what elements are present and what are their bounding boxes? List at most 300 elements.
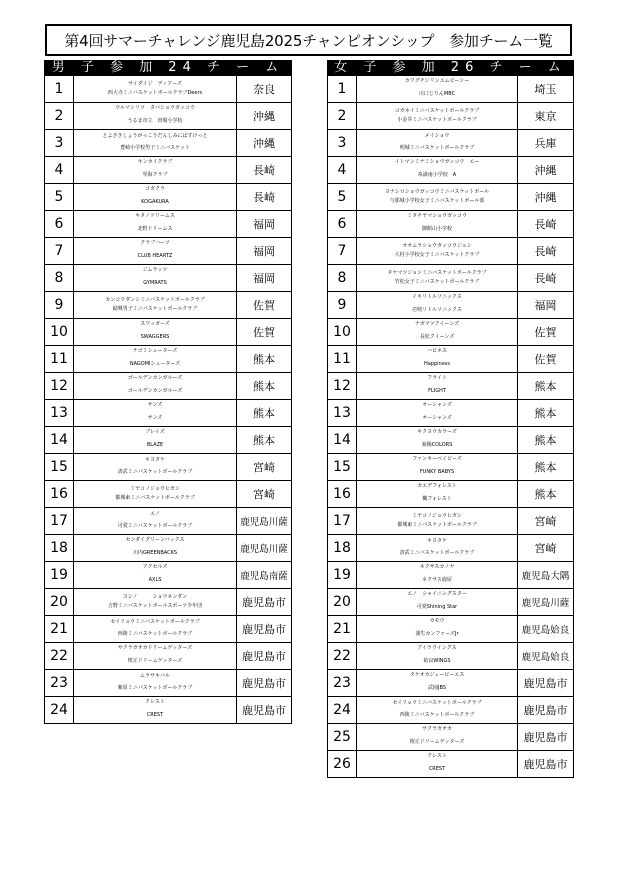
team-name-cell [74, 616, 237, 643]
team-name-cell [357, 724, 518, 751]
team-number: 9 [328, 292, 357, 319]
team-prefecture: 熊本 [237, 373, 292, 400]
team-prefecture: 福岡 [237, 265, 292, 292]
team-name: Happiness [423, 360, 450, 367]
team-name: 豊崎小学校男子ミニバスケット [120, 144, 190, 151]
team-row [45, 184, 292, 211]
team-prefecture: 長崎 [518, 238, 574, 265]
team-row [45, 616, 292, 643]
team-name-cell [74, 427, 237, 454]
team-row [328, 238, 574, 265]
team-number: 2 [45, 103, 74, 130]
team-name: 武岡JBS [428, 684, 446, 691]
team-name: SWAGGERS [140, 333, 170, 340]
team-name-cell [357, 454, 518, 481]
team-name: 清武ミニバスケットボールクラブ [117, 468, 193, 475]
team-number: 21 [328, 616, 357, 643]
team-number: 9 [45, 292, 74, 319]
team-name: FLIGHT [428, 387, 446, 394]
team-name-cell [74, 400, 237, 427]
team-prefecture: 福岡 [237, 238, 292, 265]
team-row [328, 643, 574, 670]
girls-team-table [327, 75, 574, 778]
team-row [328, 562, 574, 589]
team-prefecture: 埼玉 [518, 76, 574, 103]
team-name: 大村小学校女子ミニバスケットクラブ [394, 252, 480, 258]
team-row [45, 265, 292, 292]
team-name-kana: ファンキーベイビーズ [412, 455, 462, 462]
team-name-cell [357, 481, 518, 508]
team-name-cell [357, 373, 518, 400]
team-name: CREST [428, 765, 446, 772]
team-name: 可愛Shining Star [416, 603, 458, 610]
team-row [45, 562, 292, 589]
team-name-kana: ミヤコノジョウヒガシ [130, 486, 180, 492]
team-name-cell [357, 751, 518, 778]
team-name-cell [357, 346, 518, 373]
team-name-cell [74, 346, 237, 373]
team-prefecture: 奈良 [237, 76, 292, 103]
team-row [45, 211, 292, 238]
team-row [328, 292, 574, 319]
team-name: CREST [146, 711, 164, 718]
team-row [328, 346, 574, 373]
team-name-kana: エノ [149, 510, 160, 517]
team-prefecture: 鹿児島市 [237, 616, 292, 643]
team-prefecture: 熊本 [518, 373, 574, 400]
team-name: うるま市立 田場小学校 [127, 117, 183, 124]
team-name: 壱岐リトルソニックス [412, 306, 462, 313]
team-name: オーシャンズ [422, 414, 452, 421]
team-prefecture: 鹿児島市 [237, 670, 292, 697]
team-name-cell [74, 562, 237, 589]
team-prefecture: 鹿児島市 [518, 751, 574, 778]
team-name-cell [74, 697, 237, 724]
team-prefecture: 沖縄 [237, 103, 292, 130]
team-row [45, 535, 292, 562]
team-name-cell [357, 535, 518, 562]
team-name-cell [74, 238, 237, 265]
team-name: 蒲生カンファーズJr [415, 630, 459, 637]
team-row [328, 211, 574, 238]
team-name: ゴールデンカンガルーズ [127, 387, 183, 394]
team-row [328, 76, 574, 103]
team-name: CLUB HEARTZ [137, 252, 173, 259]
team-name-cell [74, 157, 237, 184]
team-name-cell [74, 508, 237, 535]
team-name: 吉野ミニバスケットボールスポーツ少年団 [107, 603, 203, 609]
team-name-kana: ウルマシリツ タバショウガッコウ [115, 104, 195, 111]
team-name-cell [357, 616, 518, 643]
team-number: 11 [45, 346, 74, 373]
team-prefecture: 宮崎 [237, 454, 292, 481]
team-name-kana: ジムラッツ [142, 266, 168, 273]
team-name: 勧興男子ミニバスケットボールクラブ [112, 306, 198, 312]
team-name-kana: ナガマツクイーンズ [414, 320, 460, 327]
team-name: BLAZE [146, 441, 164, 448]
team-name: KOGAKURA [141, 198, 169, 205]
team-name-kana: キクヨウカラーズ [417, 428, 457, 435]
team-prefecture: 長崎 [237, 184, 292, 211]
boys-team-list [44, 60, 292, 724]
team-number: 10 [328, 319, 357, 346]
team-name: 御館山小学校 [421, 225, 452, 232]
team-row [45, 427, 292, 454]
team-name-cell [74, 535, 237, 562]
team-prefecture: 宮崎 [518, 535, 574, 562]
team-name: FUNKY BABYS [419, 468, 455, 475]
team-name-cell [357, 427, 518, 454]
team-row [328, 481, 574, 508]
team-prefecture: 長崎 [237, 157, 292, 184]
team-row [328, 670, 574, 697]
team-name-kana: カワグチジリンエムビーシー [404, 77, 470, 84]
team-row [328, 400, 574, 427]
team-row [328, 724, 574, 751]
team-name-kana: ハピネス [426, 347, 447, 354]
team-row [328, 751, 574, 778]
team-row [45, 238, 292, 265]
team-row [45, 103, 292, 130]
team-number: 22 [328, 643, 357, 670]
team-row [328, 373, 574, 400]
team-number: 17 [328, 508, 357, 535]
team-name: 川内GREENBACKS [132, 549, 178, 556]
team-name: 明城ミニバスケットボールクラブ [399, 144, 475, 151]
team-row [328, 319, 574, 346]
team-name: 紫原ミニバスケットボールクラブ [117, 684, 193, 691]
team-prefecture: 鹿児島南薩 [237, 562, 292, 589]
team-name-cell [74, 184, 237, 211]
team-number: 8 [45, 265, 74, 292]
team-prefecture: 鹿児島川薩 [237, 508, 292, 535]
team-name-kana: アイラウイングス [417, 644, 457, 651]
team-name-cell [357, 670, 518, 697]
team-number: 6 [328, 211, 357, 238]
team-row [45, 346, 292, 373]
team-name: 姶良WINGS [423, 657, 451, 664]
page-title: 第4回サマーチャレンジ鹿児島2025チャンピオンシップ 参加チーム一覧 [45, 24, 572, 56]
team-number: 3 [328, 130, 357, 157]
team-row [328, 589, 574, 616]
team-number: 22 [45, 643, 74, 670]
team-name-kana: ゴールデンカンガルーズ [127, 374, 183, 381]
team-number: 23 [328, 670, 357, 697]
team-number: 1 [328, 76, 357, 103]
team-name-kana: ブレイズ [145, 428, 165, 435]
team-name-cell [74, 292, 237, 319]
team-row [45, 643, 292, 670]
team-name-kana: セイリョウミニバスケットボールクラブ [392, 699, 482, 706]
team-name-cell [357, 238, 518, 265]
team-number: 4 [328, 157, 357, 184]
team-name-kana: とよさきしょうがっこうだんしみにばすけっと [102, 132, 208, 139]
team-number: 19 [45, 562, 74, 589]
team-name: 菊陽COLORS [421, 441, 453, 448]
team-name: ネクサス鹿屋 [422, 576, 452, 583]
team-prefecture: 熊本 [237, 427, 292, 454]
team-name-cell [74, 670, 237, 697]
team-row [45, 697, 292, 724]
team-name-kana: スワッガーズ [140, 320, 170, 327]
team-number: 13 [328, 400, 357, 427]
team-name-cell [357, 319, 518, 346]
team-row [45, 508, 292, 535]
team-name: 都城東ミニバスケットボールクラブ [115, 495, 195, 501]
team-name-cell [357, 697, 518, 724]
team-name-cell [74, 211, 237, 238]
team-prefecture: 福岡 [237, 211, 292, 238]
team-number: 18 [45, 535, 74, 562]
team-name-kana: タケオカジェービーエス [409, 671, 465, 678]
team-number: 25 [328, 724, 357, 751]
team-name-kana: ネクサスカノヤ [419, 563, 455, 570]
team-number: 8 [328, 265, 357, 292]
team-name: AXLS [148, 576, 162, 583]
team-number: 24 [328, 697, 357, 724]
team-name-cell [74, 454, 237, 481]
team-name-kana: ヨナシロショウガッコウミニバスケットボール [384, 189, 490, 195]
team-name-kana: オオムラショウガッコウジョシ [402, 243, 472, 249]
team-name: 与那城小学校女子ミニバスケットボール部 [389, 198, 485, 204]
team-prefecture: 鹿児島大隅 [518, 562, 574, 589]
team-name: 都城東ミニバスケットボールクラブ [397, 522, 477, 528]
team-prefecture: 兵庫 [518, 130, 574, 157]
team-name-cell [357, 130, 518, 157]
team-name-kana: サンズ [147, 401, 163, 408]
team-name: 西大寺ミニバスケットボールクラブDeers [107, 90, 203, 96]
team-name-cell [357, 211, 518, 238]
team-name-cell [74, 643, 237, 670]
team-name-cell [357, 562, 518, 589]
team-name: 桜丘ドリームゲッターズ [127, 657, 183, 664]
team-name-cell [74, 589, 237, 616]
team-name-kana: カエデフォレスト [417, 482, 457, 489]
team-name: GYMRATS [143, 279, 167, 286]
team-name-kana: フライト [427, 374, 447, 381]
team-row [45, 130, 292, 157]
team-name-kana: キヨタケ [144, 456, 165, 463]
team-number: 17 [45, 508, 74, 535]
team-name-cell [74, 481, 237, 508]
team-name-cell [74, 130, 237, 157]
team-number: 10 [45, 319, 74, 346]
team-name-kana: ヨシノ ショウネンダン [122, 594, 188, 600]
team-row [45, 481, 292, 508]
team-number: 2 [328, 103, 357, 130]
team-prefecture: 鹿児島姶良 [518, 643, 574, 670]
team-name: NAGOMIシューターズ [129, 360, 181, 367]
team-prefecture: 佐賀 [518, 319, 574, 346]
team-name-cell [357, 265, 518, 292]
team-prefecture: 沖縄 [518, 157, 574, 184]
team-row [45, 670, 292, 697]
team-prefecture: 佐賀 [237, 319, 292, 346]
team-prefecture: 佐賀 [518, 346, 574, 373]
team-row [328, 427, 574, 454]
team-prefecture: 鹿児島姶良 [518, 616, 574, 643]
team-number: 16 [328, 481, 357, 508]
team-name-cell [357, 157, 518, 184]
boys-team-table [44, 75, 292, 724]
team-number: 5 [328, 184, 357, 211]
team-name: 竹松女子ミニバスケットボールクラブ [394, 279, 480, 285]
team-name-cell [357, 76, 518, 103]
team-name-kana: オーシャンズ [422, 401, 452, 408]
team-name-cell [74, 373, 237, 400]
team-prefecture: 鹿児島市 [518, 724, 574, 751]
team-number: 6 [45, 211, 74, 238]
team-name-cell [357, 508, 518, 535]
team-name: 北野ドリームス [137, 225, 173, 232]
girls-team-list [327, 60, 574, 778]
team-row [45, 76, 292, 103]
team-prefecture: 東京 [518, 103, 574, 130]
team-name-cell [357, 103, 518, 130]
team-prefecture: 沖縄 [518, 184, 574, 211]
team-number: 7 [45, 238, 74, 265]
team-name-kana: ミヤコノジョウヒガシ [412, 513, 462, 519]
team-name-kana: ナゴミシューターズ [132, 347, 178, 354]
team-name: 清武ミニバスケットボールクラブ [399, 549, 475, 556]
team-number: 11 [328, 346, 357, 373]
team-row [328, 265, 574, 292]
team-name-kana: コガクラ [144, 185, 165, 192]
team-number: 23 [45, 670, 74, 697]
team-name-kana: サクラガオカドリームゲッターズ [117, 644, 193, 651]
team-prefecture: 熊本 [518, 400, 574, 427]
team-number: 12 [45, 373, 74, 400]
team-prefecture: 鹿児島川薩 [518, 589, 574, 616]
team-name-kana: エノ シャイニングスター [407, 590, 467, 597]
team-prefecture: 福岡 [518, 292, 574, 319]
team-name-cell [357, 643, 518, 670]
team-name-kana: クラブハーツ [140, 239, 170, 246]
team-name-kana: キタノドリームス [135, 212, 175, 219]
team-row [328, 103, 574, 130]
team-row [328, 616, 574, 643]
team-name-kana: センダイグリーンバックス [125, 536, 185, 543]
team-name-kana: アクセルズ [142, 563, 168, 570]
team-prefecture: 鹿児島川薩 [237, 535, 292, 562]
team-name-kana: クレスト [427, 752, 447, 759]
team-name-kana: カモウ [429, 617, 445, 624]
team-prefecture: 熊本 [518, 481, 574, 508]
team-prefecture: 鹿児島市 [237, 589, 292, 616]
team-name-kana: サクラガオカ [422, 725, 452, 732]
team-prefecture: 鹿児島市 [518, 697, 574, 724]
team-name: 琴海クラブ [142, 171, 168, 178]
team-row [328, 508, 574, 535]
team-name: 可愛ミニバスケットボールクラブ [117, 522, 193, 529]
team-number: 19 [328, 562, 357, 589]
team-name-kana: カンコウダンシミニバスケットボールクラブ [105, 297, 205, 303]
team-name: 長松クイーンズ [419, 333, 455, 340]
team-name: 西陵ミニバスケットボールクラブ [117, 630, 193, 637]
team-row [328, 697, 574, 724]
team-row [45, 400, 292, 427]
team-name-kana: キンカイクラブ [137, 158, 173, 165]
team-row [45, 319, 292, 346]
team-name-cell [74, 265, 237, 292]
team-name-cell [74, 319, 237, 346]
team-prefecture: 宮崎 [237, 481, 292, 508]
boys-header: 男 子 参 加 24 チ ー ム [44, 60, 292, 75]
team-number: 4 [45, 157, 74, 184]
team-number: 24 [45, 697, 74, 724]
team-number: 15 [328, 454, 357, 481]
team-number: 3 [45, 130, 74, 157]
team-prefecture: 鹿児島市 [518, 670, 574, 697]
team-name-kana: コガネイミニバスケットボールクラブ [394, 108, 480, 114]
team-prefecture: 熊本 [237, 346, 292, 373]
team-name-cell [74, 103, 237, 130]
team-name: 小金井ミニバスケットボールクラブ [397, 117, 477, 123]
team-prefecture: 熊本 [518, 454, 574, 481]
team-name: 桜丘ドリームゲッターズ [409, 738, 465, 745]
team-number: 20 [45, 589, 74, 616]
team-prefecture: 宮崎 [518, 508, 574, 535]
team-row [45, 589, 292, 616]
girls-header: 女 子 参 加 26 チ ー ム [327, 60, 574, 75]
team-name-cell [357, 184, 518, 211]
team-name: 川口じりんMBC [418, 90, 456, 97]
team-number: 21 [45, 616, 74, 643]
team-name: 糸満南小学校 A [417, 171, 457, 178]
team-prefecture: 熊本 [237, 400, 292, 427]
team-name-kana: イキリトルソニックス [412, 293, 462, 300]
team-prefecture: 長崎 [518, 211, 574, 238]
team-row [45, 157, 292, 184]
team-row [328, 535, 574, 562]
team-prefecture: 沖縄 [237, 130, 292, 157]
team-number: 16 [45, 481, 74, 508]
team-number: 14 [45, 427, 74, 454]
team-number: 15 [45, 454, 74, 481]
team-prefecture: 鹿児島市 [237, 697, 292, 724]
team-row [328, 454, 574, 481]
team-row [45, 292, 292, 319]
team-name: サンズ [147, 414, 163, 421]
team-name-kana: サイダイジ ディアーズ [128, 81, 182, 87]
team-number: 7 [328, 238, 357, 265]
team-row [328, 184, 574, 211]
team-name: 西陵ミニバスケットボールクラブ [399, 711, 475, 718]
team-row [45, 454, 292, 481]
team-name-kana: イトマンミナミショウガッコウ エー [394, 158, 480, 165]
team-name: 楓フォレスト [422, 495, 452, 502]
team-number: 1 [45, 76, 74, 103]
team-name-kana: ムラサキバル [139, 672, 170, 679]
team-prefecture: 長崎 [518, 265, 574, 292]
team-number: 18 [328, 535, 357, 562]
team-name-kana: クレスト [145, 698, 165, 705]
team-name-cell [357, 292, 518, 319]
team-name-kana: タケマツジョシミニバスケットボールクラブ [387, 270, 487, 276]
team-number: 5 [45, 184, 74, 211]
team-row [45, 373, 292, 400]
team-number: 13 [45, 400, 74, 427]
team-number: 26 [328, 751, 357, 778]
team-row [328, 130, 574, 157]
team-name-kana: メイショウ [424, 132, 450, 139]
team-prefecture: 熊本 [518, 427, 574, 454]
team-name-cell [357, 400, 518, 427]
team-name-cell [74, 76, 237, 103]
team-prefecture: 佐賀 [237, 292, 292, 319]
team-name-kana: ミタチヤマショウガッコウ [407, 212, 467, 219]
team-name-kana: キヨタケ [426, 537, 447, 544]
